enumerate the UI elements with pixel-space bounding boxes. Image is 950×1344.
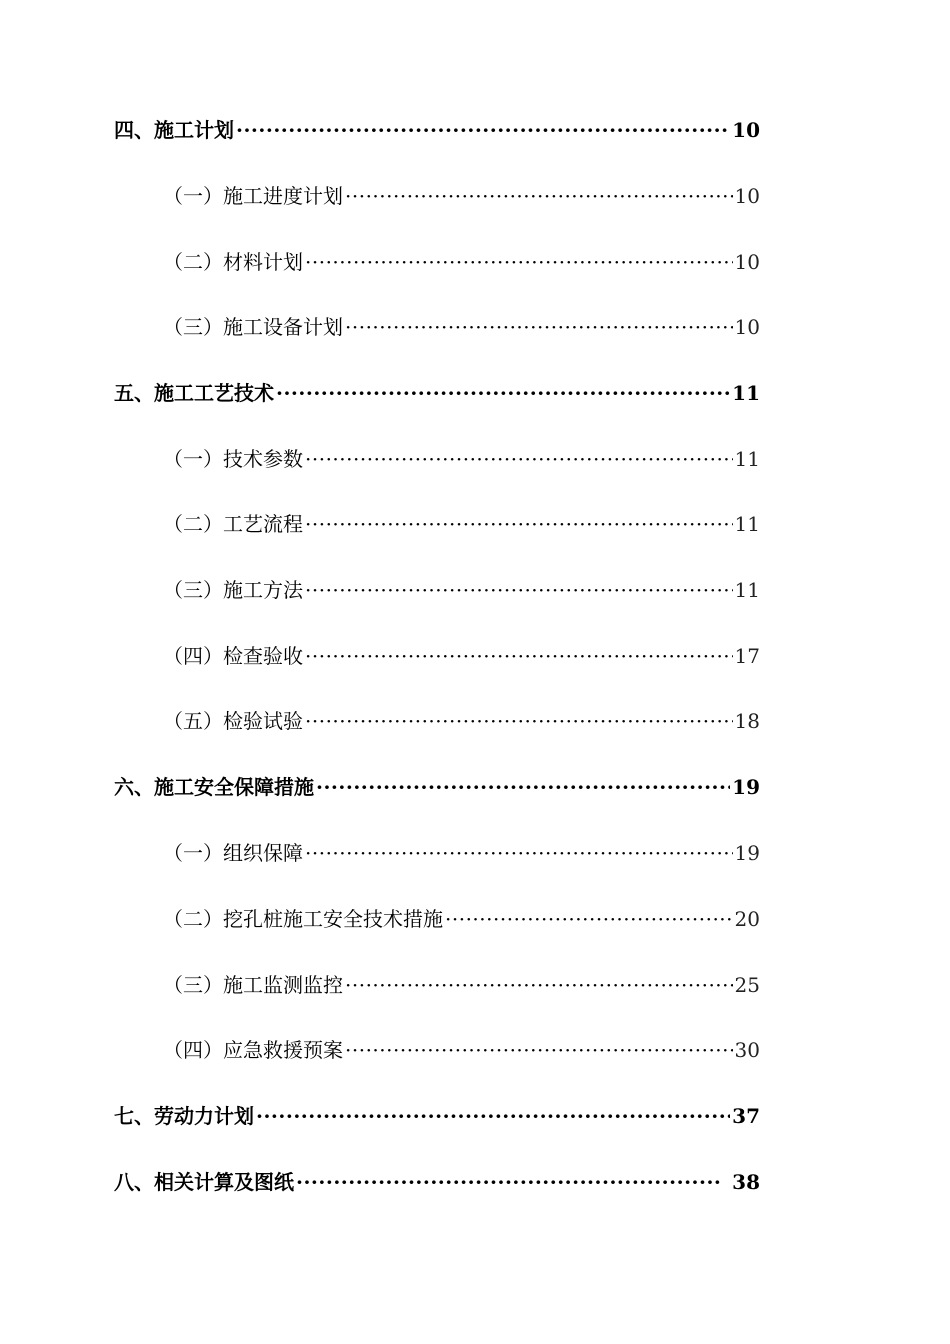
toc-dot-leader xyxy=(305,444,733,474)
toc-entry[interactable] xyxy=(163,970,760,1000)
toc-dot-leader xyxy=(305,838,733,868)
toc-dot-leader xyxy=(445,904,733,934)
toc-entry[interactable] xyxy=(163,247,760,277)
toc-entry-page: 25 xyxy=(734,973,760,997)
toc-entry-page: 10 xyxy=(732,118,760,142)
toc-entry-page: 10 xyxy=(734,184,760,208)
toc-entry-title: 五、施工工艺技术 xyxy=(114,381,274,405)
toc-entry-page: 10 xyxy=(734,315,760,339)
toc-entry-page: 19 xyxy=(732,775,760,799)
toc-dot-leader xyxy=(345,970,733,1000)
toc-entry[interactable] xyxy=(163,509,760,539)
toc-dot-leader xyxy=(305,509,733,539)
toc-dot-leader xyxy=(305,247,733,277)
toc-entry[interactable] xyxy=(114,1167,760,1197)
toc-entry-title: 四、施工计划 xyxy=(114,118,234,142)
toc-entry-page: 18 xyxy=(734,709,760,733)
toc-entry-title: 六、施工安全保障措施 xyxy=(114,775,314,799)
toc-entry-title: （三）施工设备计划 xyxy=(163,315,343,339)
toc-dot-leader xyxy=(345,1035,733,1065)
toc-entry[interactable] xyxy=(163,1035,760,1065)
toc-entry[interactable] xyxy=(163,312,760,342)
toc-entry[interactable] xyxy=(114,115,760,145)
toc-entry-title: （一）组织保障 xyxy=(163,841,303,865)
toc-entry-page: 38 xyxy=(732,1170,760,1194)
toc-dot-leader xyxy=(305,575,733,605)
toc-entry-page: 10 xyxy=(734,250,760,274)
toc-entry-title: （四）应急救援预案 xyxy=(163,1038,343,1062)
toc-entry-title: （一）施工进度计划 xyxy=(163,184,343,208)
toc-dot-leader xyxy=(345,181,733,211)
toc-entry-title: （二）工艺流程 xyxy=(163,512,303,536)
toc-entry-title: （一）技术参数 xyxy=(163,447,303,471)
toc-entry-title: （三）施工监测监控 xyxy=(163,973,343,997)
toc-entry[interactable] xyxy=(163,575,760,605)
toc-entry-page: 17 xyxy=(734,644,760,668)
toc-entry[interactable] xyxy=(114,1101,760,1131)
toc-entry-page: 19 xyxy=(734,841,760,865)
toc-entry[interactable] xyxy=(163,838,760,868)
toc-entry[interactable] xyxy=(163,641,760,671)
toc-entry-page: 37 xyxy=(732,1104,760,1128)
toc-dot-leader xyxy=(345,312,733,342)
toc-entry[interactable] xyxy=(114,772,760,802)
toc-dot-leader xyxy=(316,772,730,802)
toc-entry[interactable] xyxy=(163,904,760,934)
toc-entry-page: 11 xyxy=(734,447,760,471)
toc-entry-page: 20 xyxy=(734,907,760,931)
toc-dot-leader xyxy=(305,706,733,736)
toc-entry-title: （二）挖孔桩施工安全技术措施 xyxy=(163,907,443,931)
toc-entry-page: 30 xyxy=(734,1038,760,1062)
toc-entry-title: 七、劳动力计划 xyxy=(114,1104,254,1128)
toc-dot-leader xyxy=(256,1101,730,1131)
toc-entry[interactable] xyxy=(114,378,760,408)
toc-entry[interactable] xyxy=(163,181,760,211)
toc-entry-title: 八、相关计算及图纸 xyxy=(114,1170,294,1194)
toc-entry[interactable] xyxy=(163,706,760,736)
toc-entry-page: 11 xyxy=(732,381,760,405)
toc-entry-title: （四）检查验收 xyxy=(163,644,303,668)
toc-entry-title: （二）材料计划 xyxy=(163,250,303,274)
toc-dot-leader xyxy=(236,115,730,145)
toc-dot-leader xyxy=(305,641,733,671)
toc-dot-leader xyxy=(296,1167,722,1197)
toc-entry-page: 11 xyxy=(734,512,760,536)
toc-entry-title: （三）施工方法 xyxy=(163,578,303,602)
toc-entry-page: 11 xyxy=(734,578,760,602)
toc-dot-leader xyxy=(276,378,730,408)
toc-entry[interactable] xyxy=(163,444,760,474)
toc-entry-title: （五）检验试验 xyxy=(163,709,303,733)
